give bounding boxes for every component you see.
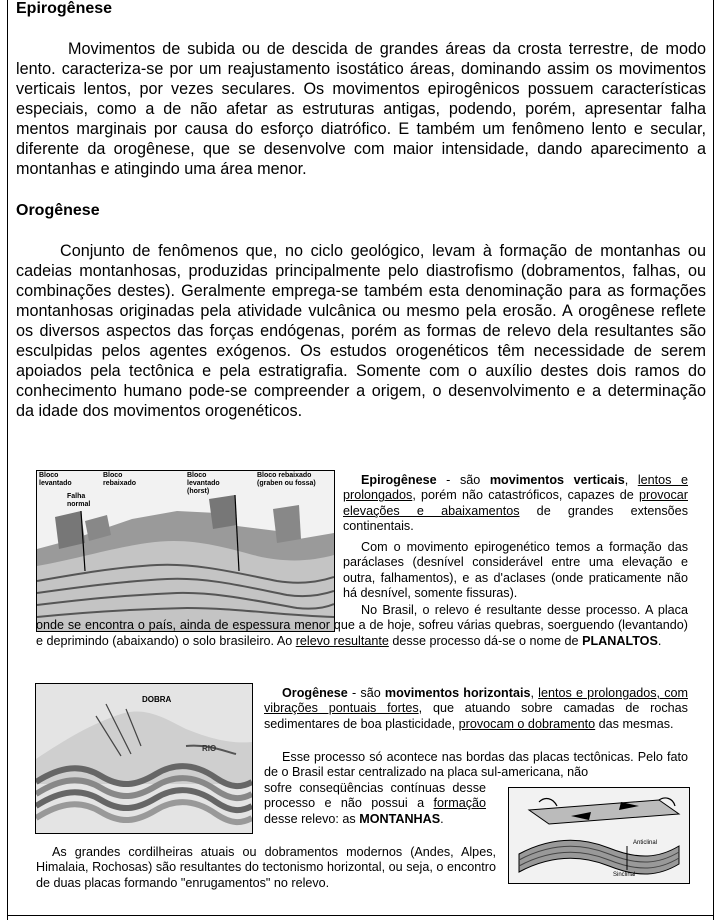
box2-dash: - são [347, 686, 385, 700]
fold-illustration [36, 684, 252, 833]
box1-p3-text: No Brasil, o relevo é resultante desse processo. A placa onde se encontra o país, ainda de espessura menor que a de hoje, sofreu várias quebras, soerguendo (levantando) e deprimindo (abaixando) o solo brasileiro. Ao [36, 603, 688, 648]
box2-text-1: , que atuando sobre camadas de rochas sedimentares de boa plasticidade, [264, 701, 688, 731]
label-falha-normal: Falha normal [67, 493, 91, 508]
box1-underline-1: lentos e prolongados [343, 473, 689, 503]
box2-paragraph-2-rest: sofre conseqüências contínuas desse processo e não possui a formação desse relevo: as MONTANHAS. [264, 781, 486, 826]
label-rio: RIO [202, 744, 217, 753]
box2-p2-bold: MONTANHAS [359, 811, 441, 826]
label-anticlinal: Anticlinal [633, 840, 658, 846]
box1-text-1: , porém não catastróficos, capazes de [412, 488, 639, 503]
box2-text-2: das mesmas. [595, 716, 674, 731]
box2-p2-underline: formação [433, 796, 486, 811]
box2-term: Orogênese [282, 686, 348, 700]
box1-p3-end: . [657, 633, 662, 648]
box1-comma: , [624, 473, 638, 487]
box1-text-2: de grandes extensões continentais. [343, 503, 688, 534]
box1-dash: - são [436, 473, 490, 487]
box2-paragraph-1 [264, 686, 688, 732]
box1-p3-bold: PLANALTOS [582, 633, 658, 648]
label-sinclinal: Sinclinal [613, 872, 636, 878]
page-border-bottom [7, 915, 714, 916]
box1-paragraph-3 [36, 603, 688, 649]
label-bloco-rebaixado-graben: Bloco rebaixado (graben ou fossa) [257, 472, 316, 487]
label-bloco-levantado-horst: Bloco levantado (horst) [187, 472, 220, 495]
box1-bold-1: movimentos verticais [489, 473, 625, 487]
box2-paragraph-2-top: Esse processo só acontece nas bordas das placas tectônicas. Pelo fato de o Brasil estar centralizado na placa sul-americana, não [264, 750, 688, 780]
box1-paragraph-2: Com o movimento epirogenético temos a formação das paráclases (desnível considerável entre uma elevação e outra, falhamentos), e as d'aclases (onde praticamente não há desnível, somente fissuras). [343, 540, 688, 601]
fold-diagram [35, 683, 253, 834]
box2-p2-text-2: desse relevo: as [264, 811, 360, 826]
label-bloco-rebaixado: Bloco rebaixado [103, 472, 137, 487]
box1-p3-text-2: desse processo dá-se o nome de [388, 633, 583, 648]
anticline-syncline-diagram [508, 787, 690, 884]
box2-p2-end: . [440, 811, 444, 826]
page-border-right [713, 0, 714, 920]
box2-paragraph-3: As grandes cordilheiras atuais ou dobramentos modernos (Andes, Alpes, Himalaia, Rochosas) são resultantes do tectonismo horizontal, ou seja, o encontro de duas placas formando "enrugamentos" no relevo. [36, 845, 496, 890]
box2-comma: , [530, 686, 539, 700]
box2-underline-2: provocam o dobramento [458, 716, 596, 731]
box1-p3-underline: relevo resultante [295, 633, 389, 648]
box1-paragraph-1 [343, 473, 688, 535]
box1-underline-2: provocar elevações e abaixamentos [343, 488, 688, 518]
label-dobra: DOBRA [142, 695, 172, 704]
heading-epirogenese: Epirogênese [16, 0, 113, 17]
anticline-syncline-illustration [509, 788, 689, 883]
page-border-left [7, 0, 8, 920]
box2-underline-1: lentos e prolongados, com vibrações pontuais fortes [264, 686, 688, 716]
heading-orogenese: Orogênese [16, 202, 100, 219]
paragraph-orogenese: Conjunto de fenômenos que, no ciclo geológico, levam à formação de montanhas ou cadeias montanhosas, produzidas principalmente pelo diastrofismo (dobramentos, falhas, ou combinações destes). Geralmente emprega-se também esta denominação para as formações montanhosas originadas pela atividade vulcânica ou mesmo pela erosão. A orogênese reflete os diversos aspectos das forças endógenas, porém as formas de relevo dela resultantes são esculpidas pelos agentes exógenos. Os estudos orogenéticos têm necessidade de serem apoiados pela tectônica e pela estratigrafia. Somente com o auxílio destes dois ramos do conhecimento humano pode-se compreender a origem, o desenvolvimento e a determinação da idade dos movimentos orogenéticos. [16, 242, 706, 420]
box1-term: Epirogênese [361, 473, 437, 487]
box2-bold-1: movimentos horizontais [384, 686, 531, 700]
label-bloco-levantado: Bloco levantado [39, 472, 72, 487]
paragraph-epirogenese: Movimentos de subida ou de descida de grandes áreas da crosta terrestre, de modo lento. caracteriza-se por um reajustamento isostático áreas, dominando assim os movimentos verticais lentos, por vezes seculares. Os movimentos epirogênicos possuem características especiais, como a de não afetar as estruturas antigas, podendo, porém, apresentar falha mentos marginais por causa do esforço diatrófico. E também um fenômeno lento e secular, diferente da orogênese, que se desenvolve com maior intensidade, dando aparecimento a montanhas e atingindo uma área menor. [16, 40, 706, 178]
